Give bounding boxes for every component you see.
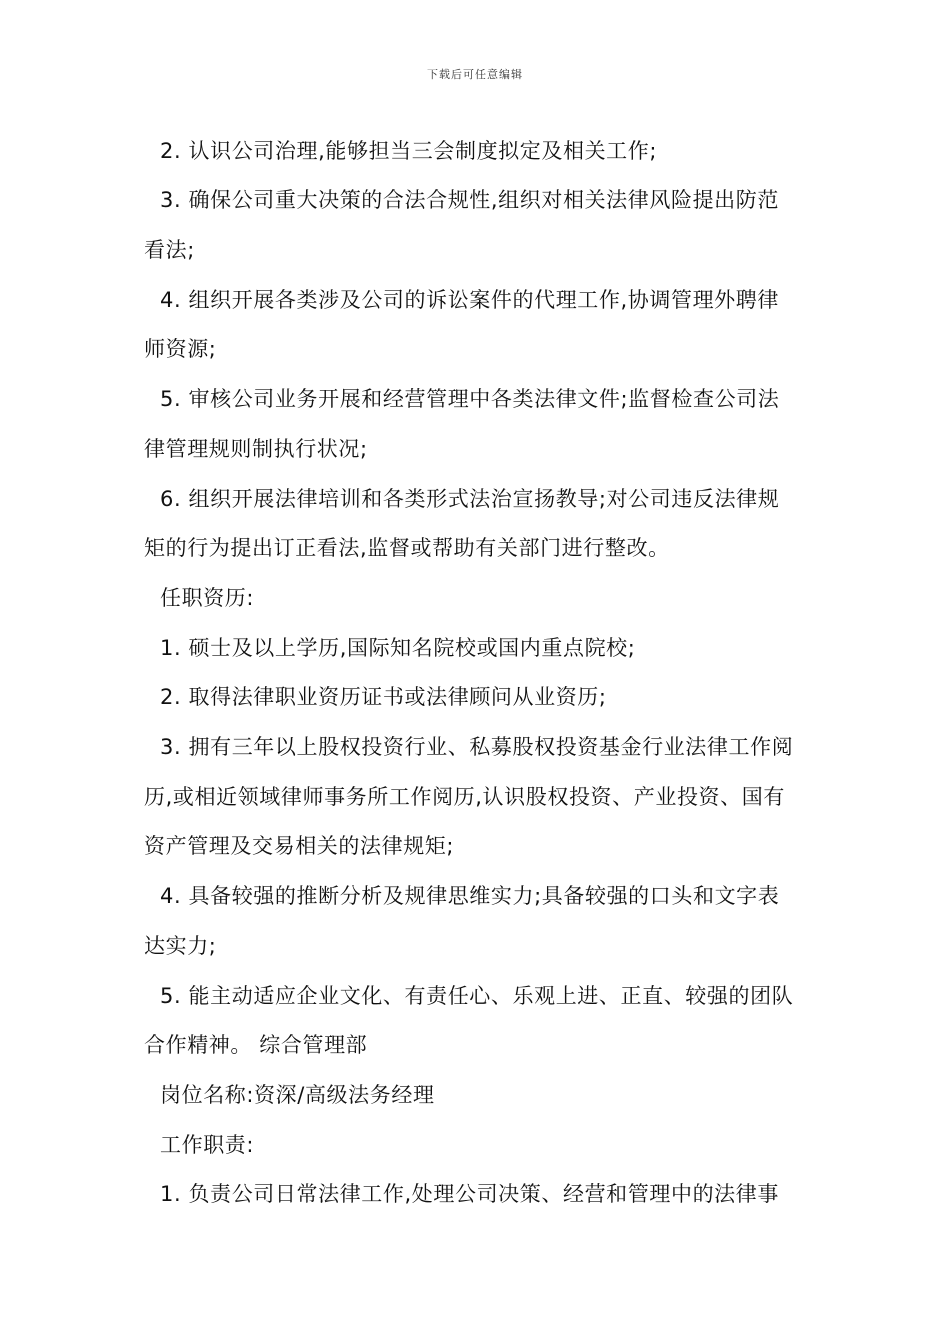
job-title-line: 岗位名称:资深/高级法务经理	[160, 1083, 435, 1107]
text-line: 合作精神。 综合管理部	[144, 1033, 368, 1057]
page-header: 下载后可任意编辑	[427, 68, 523, 81]
text-line: 3. 拥有三年以上股权投资行业、私募股权投资基金行业法律工作阅	[160, 735, 794, 759]
text-line: 历,或相近领域律师事务所工作阅历,认识股权投资、产业投资、国有	[144, 785, 785, 809]
text-line: 6. 组织开展法律培训和各类形式法治宣扬教导;对公司违反法律规	[160, 487, 780, 511]
text-line: 5. 能主动适应企业文化、有责任心、乐观上进、正直、较强的团队	[160, 984, 794, 1008]
text-line: 看法;	[144, 238, 195, 262]
text-line: 5. 审核公司业务开展和经营管理中各类法律文件;监督检查公司法	[160, 387, 780, 411]
text-line: 1. 硕士及以上学历,国际知名院校或国内重点院校;	[160, 636, 636, 660]
section-heading: 任职资历:	[160, 586, 255, 610]
text-line: 1. 负责公司日常法律工作,处理公司决策、经营和管理中的法律事	[160, 1182, 779, 1206]
text-line: 律管理规则制执行状况;	[144, 437, 368, 461]
text-line: 师资源;	[144, 337, 217, 361]
section-heading: 工作职责:	[160, 1133, 255, 1157]
text-line: 4. 组织开展各类涉及公司的诉讼案件的代理工作,协调管理外聘律	[160, 288, 779, 312]
text-line: 2. 取得法律职业资历证书或法律顾问从业资历;	[160, 685, 607, 709]
text-line: 达实力;	[144, 934, 217, 958]
text-line: 2. 认识公司治理,能够担当三会制度拟定及相关工作;	[160, 139, 658, 163]
text-line: 3. 确保公司重大决策的合法合规性,组织对相关法律风险提出防范	[160, 188, 779, 212]
text-line: 4. 具备较强的推断分析及规律思维实力;具备较强的口头和文字表	[160, 884, 780, 908]
text-line: 资产管理及交易相关的法律规矩;	[144, 834, 455, 858]
text-line: 矩的行为提出订正看法,监督或帮助有关部门进行整改。	[144, 536, 670, 560]
